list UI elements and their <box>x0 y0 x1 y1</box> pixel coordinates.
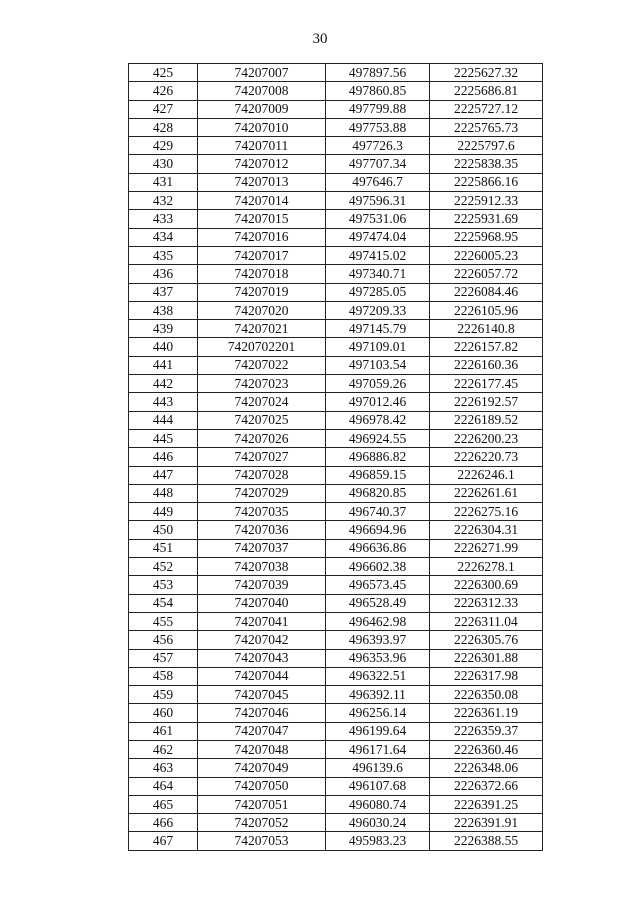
row-number-cell: 432 <box>129 192 198 210</box>
x-coordinate-cell: 497059.26 <box>326 375 430 393</box>
row-number-cell: 430 <box>129 155 198 173</box>
y-coordinate-cell: 2226005.23 <box>430 246 543 264</box>
point-id-cell: 74207045 <box>198 686 326 704</box>
x-coordinate-cell: 497415.02 <box>326 246 430 264</box>
row-number-cell: 462 <box>129 740 198 758</box>
y-coordinate-cell: 2225838.35 <box>430 155 543 173</box>
x-coordinate-cell: 497726.3 <box>326 137 430 155</box>
table-row <box>129 118 543 136</box>
row-number-cell: 466 <box>129 814 198 832</box>
x-coordinate-cell: 497753.88 <box>326 118 430 136</box>
y-coordinate-cell: 2225866.16 <box>430 173 543 191</box>
table-row <box>129 539 543 557</box>
point-id-cell: 74207026 <box>198 429 326 447</box>
table-row <box>129 338 543 356</box>
y-coordinate-cell: 2226348.06 <box>430 759 543 777</box>
page-number: 30 <box>312 31 328 47</box>
x-coordinate-cell: 496256.14 <box>326 704 430 722</box>
y-coordinate-cell: 2226157.82 <box>430 338 543 356</box>
row-number-cell: 457 <box>129 649 198 667</box>
y-coordinate-cell: 2226160.36 <box>430 356 543 374</box>
y-coordinate-cell: 2226057.72 <box>430 265 543 283</box>
row-number-cell: 439 <box>129 320 198 338</box>
y-coordinate-cell: 2226192.57 <box>430 393 543 411</box>
y-coordinate-cell: 2226140.8 <box>430 320 543 338</box>
table-row <box>129 356 543 374</box>
table-row <box>129 283 543 301</box>
x-coordinate-cell: 496694.96 <box>326 521 430 539</box>
point-id-cell: 74207016 <box>198 228 326 246</box>
point-id-cell: 74207039 <box>198 576 326 594</box>
x-coordinate-cell: 496392.11 <box>326 686 430 704</box>
x-coordinate-cell: 496393.97 <box>326 631 430 649</box>
y-coordinate-cell: 2226275.16 <box>430 503 543 521</box>
point-id-cell: 74207017 <box>198 246 326 264</box>
table-row <box>129 448 543 466</box>
y-coordinate-cell: 2226311.04 <box>430 612 543 630</box>
y-coordinate-cell: 2226391.91 <box>430 814 543 832</box>
row-number-cell: 465 <box>129 795 198 813</box>
table-row <box>129 722 543 740</box>
table-row <box>129 686 543 704</box>
row-number-cell: 467 <box>129 832 198 850</box>
table-row <box>129 64 543 82</box>
point-id-cell: 74207018 <box>198 265 326 283</box>
point-id-cell: 7420702201 <box>198 338 326 356</box>
x-coordinate-cell: 496171.64 <box>326 740 430 758</box>
table-row <box>129 759 543 777</box>
point-id-cell: 74207042 <box>198 631 326 649</box>
y-coordinate-cell: 2225912.33 <box>430 192 543 210</box>
x-coordinate-cell: 496636.86 <box>326 539 430 557</box>
table-row <box>129 503 543 521</box>
point-id-cell: 74207009 <box>198 100 326 118</box>
row-number-cell: 442 <box>129 375 198 393</box>
y-coordinate-cell: 2226300.69 <box>430 576 543 594</box>
y-coordinate-cell: 2225765.73 <box>430 118 543 136</box>
y-coordinate-cell: 2226312.33 <box>430 594 543 612</box>
table-row <box>129 558 543 576</box>
y-coordinate-cell: 2226388.55 <box>430 832 543 850</box>
point-id-cell: 74207029 <box>198 484 326 502</box>
y-coordinate-cell: 2226278.1 <box>430 558 543 576</box>
table-row <box>129 576 543 594</box>
table-row <box>129 466 543 484</box>
table-row <box>129 155 543 173</box>
row-number-cell: 445 <box>129 429 198 447</box>
x-coordinate-cell: 497897.56 <box>326 64 430 82</box>
x-coordinate-cell: 496820.85 <box>326 484 430 502</box>
x-coordinate-cell: 496107.68 <box>326 777 430 795</box>
row-number-cell: 458 <box>129 667 198 685</box>
x-coordinate-cell: 496353.96 <box>326 649 430 667</box>
point-id-cell: 74207044 <box>198 667 326 685</box>
x-coordinate-cell: 496199.64 <box>326 722 430 740</box>
table-row <box>129 137 543 155</box>
point-id-cell: 74207040 <box>198 594 326 612</box>
y-coordinate-cell: 2226200.23 <box>430 429 543 447</box>
point-id-cell: 74207051 <box>198 795 326 813</box>
point-id-cell: 74207038 <box>198 558 326 576</box>
row-number-cell: 427 <box>129 100 198 118</box>
row-number-cell: 459 <box>129 686 198 704</box>
row-number-cell: 452 <box>129 558 198 576</box>
table-row <box>129 521 543 539</box>
row-number-cell: 443 <box>129 393 198 411</box>
y-coordinate-cell: 2226350.08 <box>430 686 543 704</box>
row-number-cell: 453 <box>129 576 198 594</box>
y-coordinate-cell: 2225797.6 <box>430 137 543 155</box>
point-id-cell: 74207019 <box>198 283 326 301</box>
row-number-cell: 433 <box>129 210 198 228</box>
x-coordinate-cell: 496139.6 <box>326 759 430 777</box>
point-id-cell: 74207012 <box>198 155 326 173</box>
point-id-cell: 74207036 <box>198 521 326 539</box>
point-id-cell: 74207020 <box>198 301 326 319</box>
row-number-cell: 440 <box>129 338 198 356</box>
table-row <box>129 631 543 649</box>
point-id-cell: 74207015 <box>198 210 326 228</box>
point-id-cell: 74207049 <box>198 759 326 777</box>
table-row <box>129 649 543 667</box>
point-id-cell: 74207043 <box>198 649 326 667</box>
y-coordinate-cell: 2226189.52 <box>430 411 543 429</box>
point-id-cell: 74207008 <box>198 82 326 100</box>
table-row <box>129 100 543 118</box>
point-id-cell: 74207013 <box>198 173 326 191</box>
row-number-cell: 434 <box>129 228 198 246</box>
coordinates-table <box>128 63 543 851</box>
row-number-cell: 444 <box>129 411 198 429</box>
x-coordinate-cell: 497285.05 <box>326 283 430 301</box>
point-id-cell: 74207050 <box>198 777 326 795</box>
x-coordinate-cell: 497145.79 <box>326 320 430 338</box>
table-row <box>129 740 543 758</box>
point-id-cell: 74207011 <box>198 137 326 155</box>
table-row <box>129 82 543 100</box>
y-coordinate-cell: 2226360.46 <box>430 740 543 758</box>
x-coordinate-cell: 497209.33 <box>326 301 430 319</box>
point-id-cell: 74207046 <box>198 704 326 722</box>
row-number-cell: 436 <box>129 265 198 283</box>
row-number-cell: 426 <box>129 82 198 100</box>
row-number-cell: 456 <box>129 631 198 649</box>
table-row <box>129 411 543 429</box>
point-id-cell: 74207024 <box>198 393 326 411</box>
y-coordinate-cell: 2226261.61 <box>430 484 543 502</box>
x-coordinate-cell: 496740.37 <box>326 503 430 521</box>
x-coordinate-cell: 497860.85 <box>326 82 430 100</box>
row-number-cell: 435 <box>129 246 198 264</box>
y-coordinate-cell: 2226301.88 <box>430 649 543 667</box>
table-row <box>129 320 543 338</box>
y-coordinate-cell: 2226271.99 <box>430 539 543 557</box>
table-row <box>129 429 543 447</box>
point-id-cell: 74207021 <box>198 320 326 338</box>
row-number-cell: 464 <box>129 777 198 795</box>
point-id-cell: 74207053 <box>198 832 326 850</box>
table-row <box>129 228 543 246</box>
x-coordinate-cell: 496859.15 <box>326 466 430 484</box>
y-coordinate-cell: 2226359.37 <box>430 722 543 740</box>
row-number-cell: 455 <box>129 612 198 630</box>
row-number-cell: 449 <box>129 503 198 521</box>
row-number-cell: 437 <box>129 283 198 301</box>
row-number-cell: 438 <box>129 301 198 319</box>
y-coordinate-cell: 2226084.46 <box>430 283 543 301</box>
row-number-cell: 461 <box>129 722 198 740</box>
row-number-cell: 431 <box>129 173 198 191</box>
point-id-cell: 74207014 <box>198 192 326 210</box>
x-coordinate-cell: 497012.46 <box>326 393 430 411</box>
x-coordinate-cell: 496528.49 <box>326 594 430 612</box>
x-coordinate-cell: 497340.71 <box>326 265 430 283</box>
table-row <box>129 704 543 722</box>
point-id-cell: 74207035 <box>198 503 326 521</box>
x-coordinate-cell: 497474.04 <box>326 228 430 246</box>
row-number-cell: 460 <box>129 704 198 722</box>
table-row <box>129 832 543 850</box>
row-number-cell: 447 <box>129 466 198 484</box>
x-coordinate-cell: 496602.38 <box>326 558 430 576</box>
table-row <box>129 484 543 502</box>
table-row <box>129 612 543 630</box>
x-coordinate-cell: 496924.55 <box>326 429 430 447</box>
table-row <box>129 301 543 319</box>
table-row <box>129 667 543 685</box>
point-id-cell: 74207023 <box>198 375 326 393</box>
table-row <box>129 814 543 832</box>
row-number-cell: 451 <box>129 539 198 557</box>
y-coordinate-cell: 2226177.45 <box>430 375 543 393</box>
y-coordinate-cell: 2225686.81 <box>430 82 543 100</box>
point-id-cell: 74207041 <box>198 612 326 630</box>
y-coordinate-cell: 2226220.73 <box>430 448 543 466</box>
x-coordinate-cell: 497707.34 <box>326 155 430 173</box>
table-row <box>129 246 543 264</box>
row-number-cell: 454 <box>129 594 198 612</box>
y-coordinate-cell: 2226304.31 <box>430 521 543 539</box>
row-number-cell: 441 <box>129 356 198 374</box>
x-coordinate-cell: 496886.82 <box>326 448 430 466</box>
x-coordinate-cell: 496573.45 <box>326 576 430 594</box>
point-id-cell: 74207025 <box>198 411 326 429</box>
y-coordinate-cell: 2226372.66 <box>430 777 543 795</box>
x-coordinate-cell: 496462.98 <box>326 612 430 630</box>
table-row <box>129 594 543 612</box>
x-coordinate-cell: 496978.42 <box>326 411 430 429</box>
row-number-cell: 425 <box>129 64 198 82</box>
row-number-cell: 429 <box>129 137 198 155</box>
point-id-cell: 74207052 <box>198 814 326 832</box>
y-coordinate-cell: 2225627.32 <box>430 64 543 82</box>
x-coordinate-cell: 497799.88 <box>326 100 430 118</box>
table-row <box>129 265 543 283</box>
x-coordinate-cell: 497103.54 <box>326 356 430 374</box>
point-id-cell: 74207047 <box>198 722 326 740</box>
x-coordinate-cell: 497109.01 <box>326 338 430 356</box>
y-coordinate-cell: 2225727.12 <box>430 100 543 118</box>
x-coordinate-cell: 496030.24 <box>326 814 430 832</box>
point-id-cell: 74207007 <box>198 64 326 82</box>
row-number-cell: 446 <box>129 448 198 466</box>
point-id-cell: 74207010 <box>198 118 326 136</box>
table-row <box>129 375 543 393</box>
table-row <box>129 393 543 411</box>
y-coordinate-cell: 2226361.19 <box>430 704 543 722</box>
point-id-cell: 74207028 <box>198 466 326 484</box>
table-row <box>129 777 543 795</box>
row-number-cell: 450 <box>129 521 198 539</box>
y-coordinate-cell: 2226246.1 <box>430 466 543 484</box>
point-id-cell: 74207027 <box>198 448 326 466</box>
y-coordinate-cell: 2226391.25 <box>430 795 543 813</box>
x-coordinate-cell: 496322.51 <box>326 667 430 685</box>
point-id-cell: 74207037 <box>198 539 326 557</box>
x-coordinate-cell: 497596.31 <box>326 192 430 210</box>
point-id-cell: 74207048 <box>198 740 326 758</box>
table-row <box>129 173 543 191</box>
y-coordinate-cell: 2225931.69 <box>430 210 543 228</box>
y-coordinate-cell: 2226105.96 <box>430 301 543 319</box>
x-coordinate-cell: 496080.74 <box>326 795 430 813</box>
table-row <box>129 795 543 813</box>
x-coordinate-cell: 495983.23 <box>326 832 430 850</box>
x-coordinate-cell: 497531.06 <box>326 210 430 228</box>
point-id-cell: 74207022 <box>198 356 326 374</box>
y-coordinate-cell: 2226305.76 <box>430 631 543 649</box>
row-number-cell: 448 <box>129 484 198 502</box>
row-number-cell: 463 <box>129 759 198 777</box>
table-row <box>129 210 543 228</box>
table-row <box>129 192 543 210</box>
y-coordinate-cell: 2225968.95 <box>430 228 543 246</box>
x-coordinate-cell: 497646.7 <box>326 173 430 191</box>
coordinates-table-body <box>129 64 543 851</box>
row-number-cell: 428 <box>129 118 198 136</box>
y-coordinate-cell: 2226317.98 <box>430 667 543 685</box>
